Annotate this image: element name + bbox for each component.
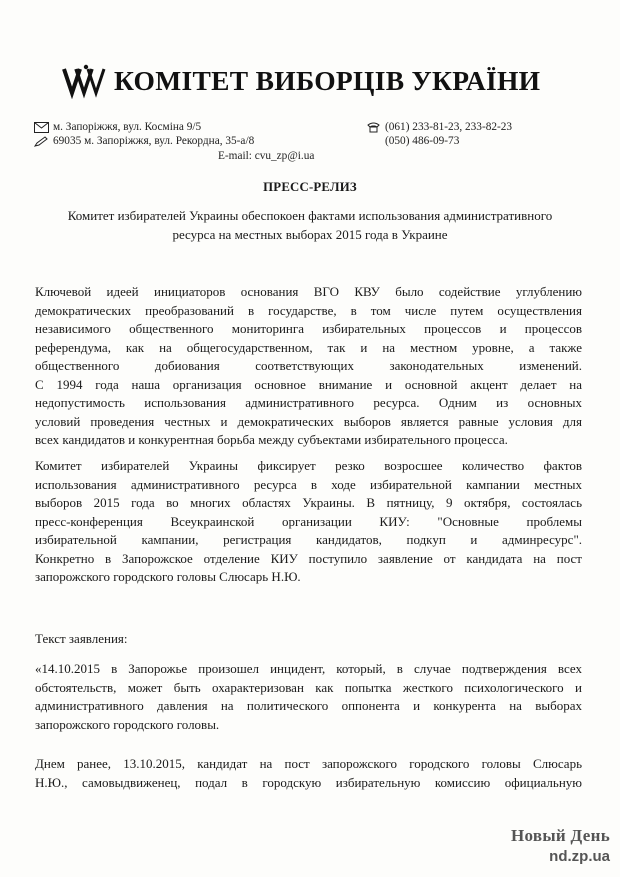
paragraph-5	[35, 755, 582, 792]
paragraph-3	[35, 630, 582, 649]
paragraph-2	[35, 457, 582, 587]
watermark-url: nd.zp.ua	[549, 848, 610, 865]
address-line-1	[34, 121, 364, 135]
paragraph-1	[35, 283, 582, 450]
envelope-icon	[34, 122, 49, 133]
text-line: референдума, как на общегосударственном, так и на местном уровне, а также	[35, 339, 582, 355]
text-line: «14.10.2015 в Запорожье произошел инцидент, который, в случае подтверждения всех	[35, 661, 582, 676]
text-line: Комитет избирателей Украины фиксирует резко возросшее количество фактов	[35, 458, 582, 473]
text-line: Ключевой идеей инициаторов основания ВГО КВУ было содействие углублению	[35, 284, 582, 299]
letterhead	[62, 62, 582, 100]
text-line: использования административного ресурса в ходе избирательной кампании местных	[35, 476, 582, 492]
address-text-1: м. Запоріжжя, вул. Косміна 9/5	[53, 121, 202, 133]
text-line: условий проведения честных и демократических выборов является равные условия для	[35, 413, 582, 429]
subtitle-line: Комитет избирателей Украины обеспокоен фактами использования административного	[67, 208, 553, 223]
text-line: С 1994 года наша организация основное внимание и основной акцент делает на	[35, 376, 582, 392]
text-line: независимого общественного мониторинга избирательных процессов и процессов	[35, 321, 582, 336]
text-line: административного давления на политического оппонента и конкурента на выборах	[35, 698, 582, 713]
phone-line-2	[366, 135, 596, 149]
text-line: общественного добиования соответствующих законодательных изменений.	[35, 358, 582, 373]
text-line: демократических преобразований в государстве, в том числе путем осуществления	[35, 302, 582, 318]
text-line: Днем ранее, 13.10.2015, кандидат на пост запорожского городского головы Слюсарь	[35, 756, 582, 771]
address-text-2: 69035 м. Запоріжжя, вул. Рекордна, 35-а/8	[53, 134, 255, 147]
text-line: недопустимость использования административного ресурса. Одним из основных	[35, 395, 582, 410]
address-block	[34, 121, 364, 148]
text-line: запорожского городского головы.	[35, 716, 220, 732]
text-line: избирательной кампании, регистрация кандидатов, подкуп и админресурс".	[35, 532, 582, 547]
text-line: пресс-конференция Всеукраинской организации КИУ: "Основные проблемы	[35, 513, 582, 529]
phone-block	[366, 121, 596, 148]
phone-icon	[366, 122, 381, 133]
org-name: КОМІТЕТ ВИБОРЦІВ УКРАЇНИ	[114, 65, 541, 96]
subtitle-line: ресурса на местных выборах 2015 года в Украине	[172, 227, 448, 242]
text-line: Н.Ю., самовыдвиженец, подал в городскую избирательную комиссию официальную	[35, 774, 582, 790]
address-line-2	[34, 135, 364, 149]
text-line: всех кандидатов и конкурентная борьба между субъектами избирательного процесса.	[35, 432, 508, 447]
email: E-mail: cvu_zp@i.ua	[218, 150, 315, 162]
paragraph-4	[35, 660, 582, 734]
text-line: Конкретно в Запорожское отделение КИУ поступило заявление от кандидата на пост	[35, 550, 582, 566]
phone-text-2: (050) 486-09-73	[385, 134, 460, 147]
watermark	[511, 826, 610, 865]
document-subtitle	[30, 206, 590, 244]
text-line: выборов 2015 года во многих областях Украины. В пятницу, 9 октября, состоялась	[35, 495, 582, 510]
text-line: запорожского городского головы Слюсарь Н.Ю.	[35, 569, 301, 584]
phone-text-1: (061) 233-81-23, 233-82-23	[385, 121, 513, 133]
document-title: ПРЕСС-РЕЛИЗ	[263, 180, 357, 194]
pencil-icon	[34, 136, 49, 147]
text-line: Текст заявления:	[35, 631, 128, 646]
kvu-logo-icon	[62, 63, 110, 99]
phone-line-1	[366, 121, 596, 135]
text-line: обстоятельств, может быть охарактеризован как попытка жесткого психологического и	[35, 679, 582, 695]
watermark-title: Новый День	[510, 826, 610, 845]
